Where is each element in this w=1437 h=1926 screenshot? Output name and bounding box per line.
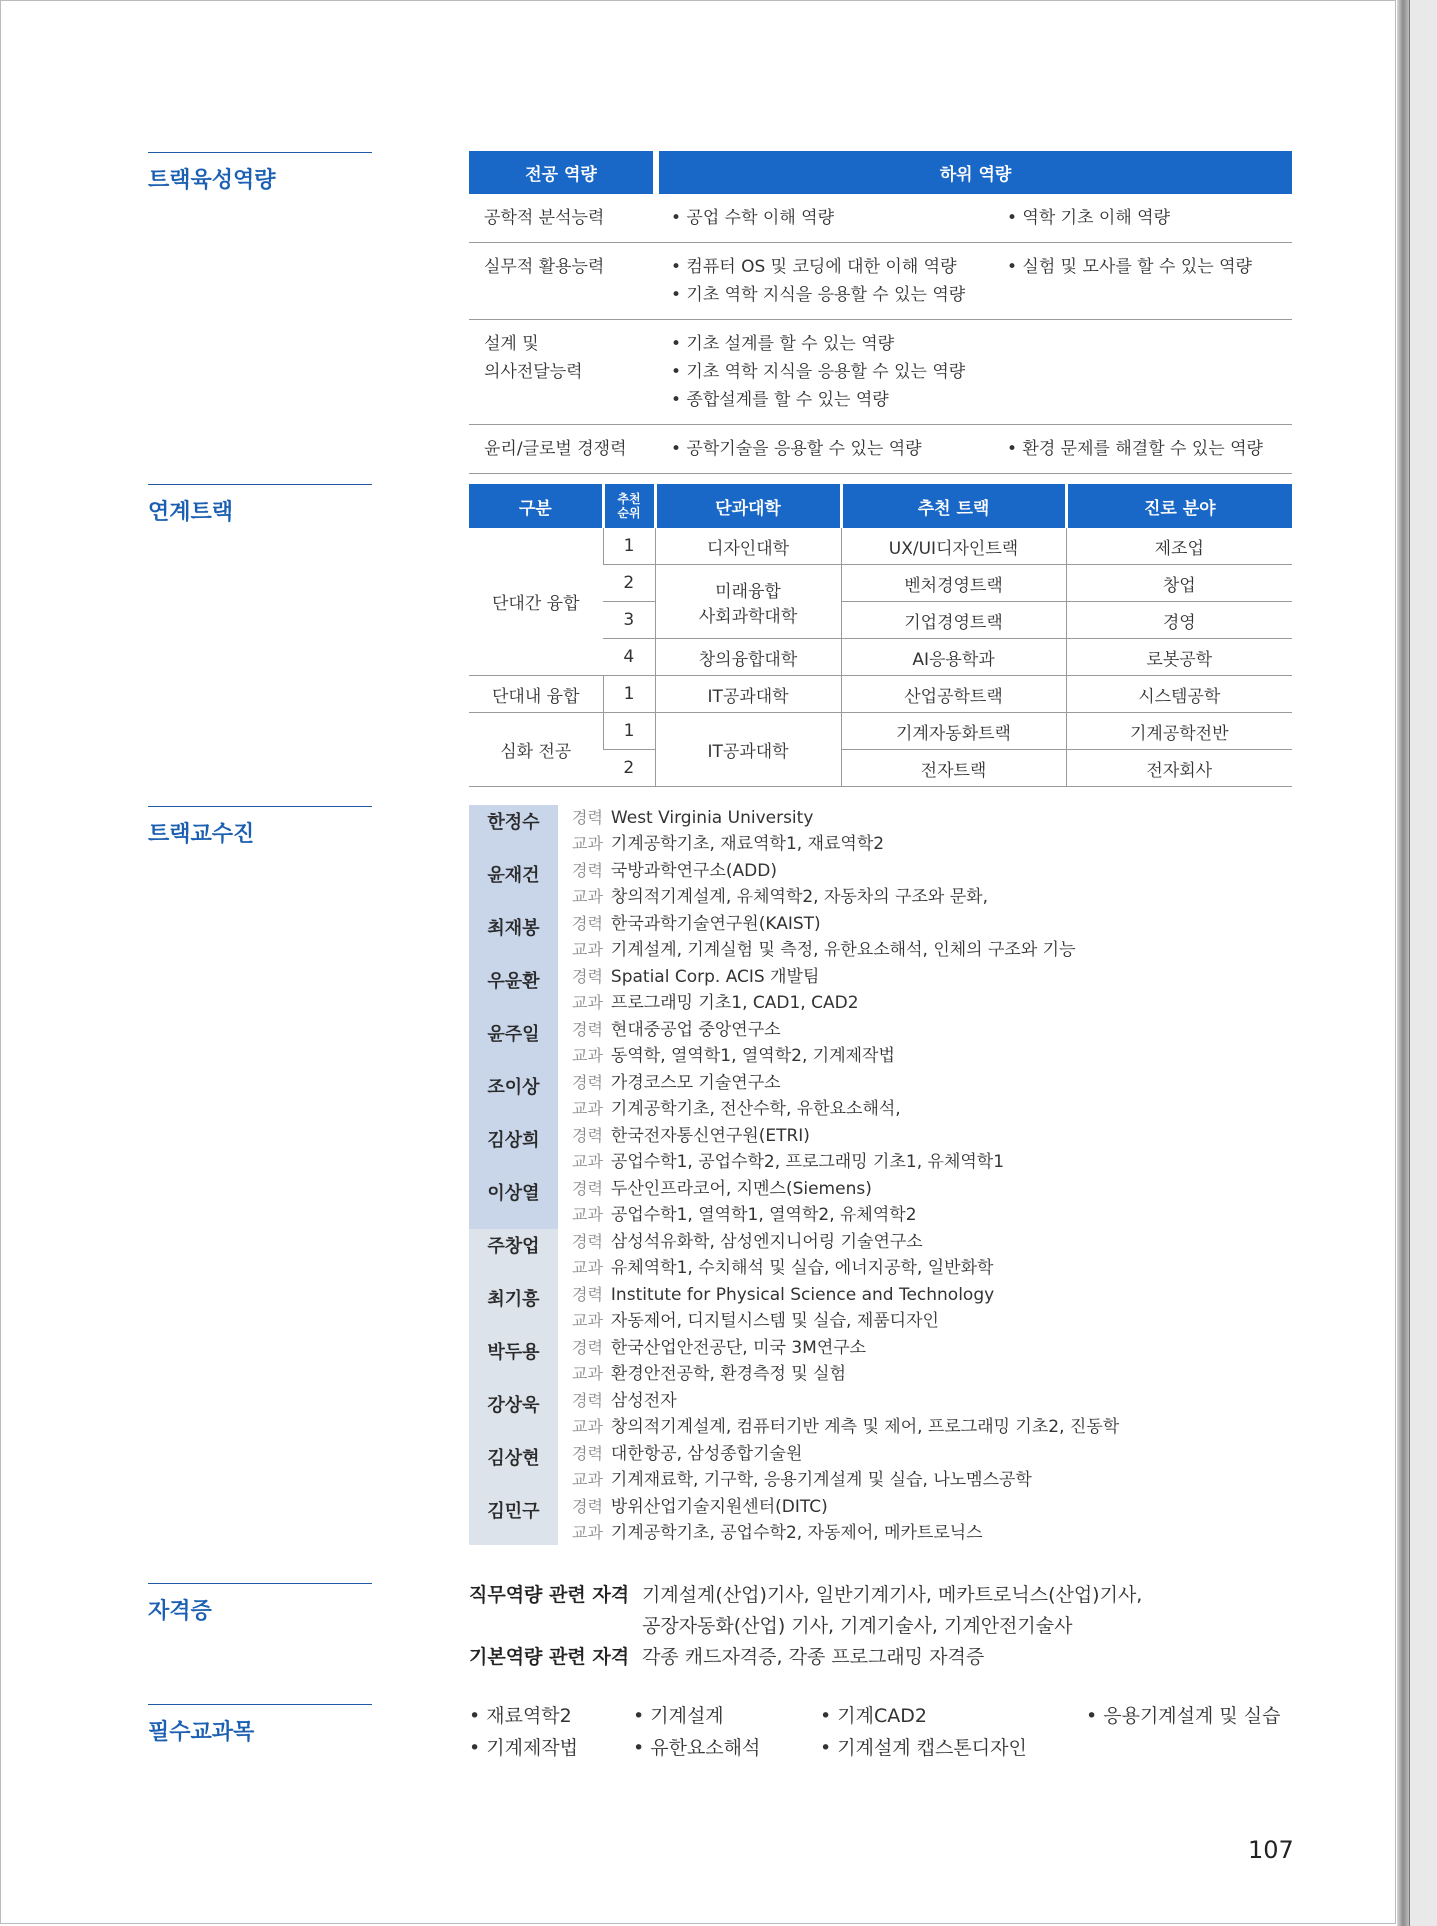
course-line — [572, 1255, 993, 1281]
competency-category — [469, 194, 653, 242]
sub-competency: • 공업 수학 이해 역량 — [671, 208, 835, 228]
required-course: • 기계설계 — [633, 1705, 724, 1727]
list-item — [469, 1441, 1369, 1494]
course-text: 프로그래밍 기초1, CAD1, CAD2 — [610, 993, 859, 1013]
list-item — [469, 1282, 1369, 1335]
list-item — [469, 1494, 1369, 1547]
track-cell: 기업경영트랙 — [841, 602, 1066, 639]
career-line — [572, 858, 988, 884]
career-text: West Virginia University — [610, 808, 814, 828]
sub-competency: • 기초 역학 지식을 응용할 수 있는 역량 — [671, 285, 966, 305]
sub-competency: • 실험 및 모사를 할 수 있는 역량 — [1007, 257, 1252, 277]
course-tag: 교과 — [572, 1364, 603, 1383]
header-sub-competency: 하위 역량 — [659, 151, 1292, 194]
rank-cell: 1 — [603, 713, 655, 750]
course-line — [572, 937, 1076, 963]
list-item — [469, 911, 1369, 964]
field-cell: 창업 — [1066, 565, 1292, 602]
required-course: • 응용기계설계 및 실습 — [1086, 1705, 1281, 1727]
cert-row-basic — [469, 1642, 1142, 1673]
track-cell: 기계자동화트랙 — [841, 713, 1066, 750]
course-text: 환경안전공학, 환경측정 및 실험 — [610, 1364, 847, 1384]
competency-row — [469, 194, 1292, 243]
course-line — [572, 1308, 994, 1334]
career-text: 방위산업기술지원센터(DITC) — [610, 1497, 828, 1517]
linked-track-table — [469, 484, 1292, 787]
course-text: 자동제어, 디지털시스템 및 실습, 제품디자인 — [610, 1311, 939, 1331]
cert-job-line: 공장자동화(산업) 기사, 기계기술사, 기계안전기술사 — [642, 1615, 1073, 1637]
field-cell: 시스템공학 — [1066, 676, 1292, 713]
career-tag: 경력 — [572, 967, 603, 986]
header-recommended-track: 추천 트랙 — [841, 484, 1066, 528]
cert-job-line: 기계설계(산업)기사, 일반기계기사, 메카트로닉스(산업)기사, — [642, 1584, 1143, 1606]
sub-competency: • 종합설계를 할 수 있는 역량 — [671, 390, 889, 410]
career-line — [572, 1017, 895, 1043]
career-tag: 경력 — [572, 1391, 603, 1410]
section-label-linked-track: 연계트랙 — [148, 484, 372, 526]
rank-cell: 4 — [603, 639, 655, 676]
header-career-field: 진로 분야 — [1066, 484, 1292, 528]
faculty-name: 주창업 — [487, 1236, 540, 1257]
course-line — [572, 1043, 895, 1069]
table-row — [469, 528, 1292, 565]
course-text: 기계공학기초, 전산수학, 유한요소해석, — [610, 1099, 901, 1119]
career-text: 현대중공업 중앙연구소 — [610, 1020, 781, 1040]
career-tag: 경력 — [572, 1232, 603, 1251]
sub-competencies — [659, 243, 1292, 319]
sub-competency: • 공학기술을 응용할 수 있는 역량 — [671, 439, 922, 459]
course-line — [572, 1096, 901, 1122]
college-cell: IT공과대학 — [655, 713, 841, 787]
course-text: 기계설계, 기계실험 및 측정, 유한요소해석, 인체의 구조와 기능 — [610, 940, 1076, 960]
list-item — [469, 1229, 1369, 1282]
cert-basic-label: 기본역량 관련 자격 — [469, 1646, 630, 1668]
faculty-info — [558, 1388, 1119, 1441]
track-cell: 산업공학트랙 — [841, 676, 1066, 713]
competency-table — [469, 151, 1292, 474]
college-cell: 창의융합대학 — [655, 639, 841, 676]
table-row — [469, 676, 1292, 713]
faculty-info — [558, 1229, 993, 1282]
rank-header-line: 추천 — [617, 492, 641, 506]
list-item — [469, 964, 1369, 1017]
career-text: 삼성전자 — [610, 1391, 677, 1411]
college-line: 사회과학대학 — [698, 606, 798, 627]
competency-row — [469, 243, 1292, 320]
course-tag: 교과 — [572, 1258, 603, 1277]
required-course: • 기계제작법 — [469, 1737, 579, 1759]
category-text: 공학적 분석능력 — [484, 208, 605, 228]
course-tag: 교과 — [572, 1205, 603, 1224]
career-text: 삼성석유화학, 삼성엔지니어링 기술연구소 — [610, 1232, 923, 1252]
faculty-name: 우윤환 — [487, 971, 540, 992]
career-text: Spatial Corp. ACIS 개발팀 — [610, 967, 820, 987]
faculty-info — [558, 964, 859, 1017]
rank-cell: 1 — [603, 676, 655, 713]
header-rank — [603, 484, 655, 528]
faculty-info — [558, 1123, 1004, 1176]
group-cell: 단대간 융합 — [469, 528, 603, 676]
college-cell: 디자인대학 — [655, 528, 841, 565]
section-label-competency: 트랙육성역량 — [148, 152, 372, 194]
rank-cell: 2 — [603, 750, 655, 787]
faculty-info — [558, 1070, 901, 1123]
career-line — [572, 911, 1076, 937]
faculty-name: 이상열 — [487, 1183, 540, 1204]
career-text: 한국과학기술연구원(KAIST) — [610, 914, 821, 934]
career-tag: 경력 — [572, 1285, 603, 1304]
group-cell: 단대내 융합 — [469, 676, 603, 713]
course-text: 공업수학1, 열역학1, 열역학2, 유체역학2 — [610, 1205, 917, 1225]
career-tag: 경력 — [572, 1497, 603, 1516]
field-cell: 기계공학전반 — [1066, 713, 1292, 750]
course-line — [572, 1361, 866, 1387]
course-tag: 교과 — [572, 940, 603, 959]
page-edge-shadow — [1409, 0, 1437, 1926]
list-item — [469, 1388, 1369, 1441]
course-tag: 교과 — [572, 1417, 603, 1436]
course-tag: 교과 — [572, 1523, 603, 1542]
course-line — [572, 990, 859, 1016]
career-line — [572, 1494, 983, 1520]
career-line — [572, 1441, 1032, 1467]
faculty-info — [558, 858, 988, 911]
career-line — [572, 1335, 866, 1361]
field-cell: 전자회사 — [1066, 750, 1292, 787]
college-line: 미래융합 — [715, 581, 781, 602]
rank-cell: 2 — [603, 565, 655, 602]
career-tag: 경력 — [572, 808, 603, 827]
sub-competency: • 환경 문제를 해결할 수 있는 역량 — [1007, 439, 1263, 459]
faculty-name: 한정수 — [487, 812, 540, 833]
course-tag: 교과 — [572, 1099, 603, 1118]
sub-competency: • 컴퓨터 OS 및 코딩에 대한 이해 역량 — [671, 257, 957, 277]
faculty-name: 최기흥 — [487, 1289, 540, 1310]
course-tag: 교과 — [572, 887, 603, 906]
faculty-info — [558, 1017, 895, 1070]
field-cell: 제조업 — [1066, 528, 1292, 565]
rank-cell: 1 — [603, 528, 655, 565]
college-cell: IT공과대학 — [655, 676, 841, 713]
rank-header-line: 순위 — [617, 506, 641, 520]
list-item — [469, 1123, 1369, 1176]
career-tag: 경력 — [572, 1020, 603, 1039]
competency-category — [469, 425, 653, 473]
career-line — [572, 964, 859, 990]
faculty-info — [558, 805, 884, 858]
career-tag: 경력 — [572, 1073, 603, 1092]
course-tag: 교과 — [572, 1470, 603, 1489]
rank-cell: 3 — [603, 602, 655, 639]
course-line — [572, 1414, 1119, 1440]
course-line — [572, 1467, 1032, 1493]
track-table-header — [469, 484, 1292, 528]
course-tag: 교과 — [572, 1152, 603, 1171]
faculty-name: 강상욱 — [487, 1395, 540, 1416]
faculty-info — [558, 1335, 866, 1388]
faculty-list — [469, 805, 1369, 1547]
sub-competencies — [659, 320, 1292, 424]
field-cell: 경영 — [1066, 602, 1292, 639]
college-cell — [655, 565, 841, 639]
faculty-name: 윤주일 — [487, 1024, 540, 1045]
section-label-required: 필수교과목 — [148, 1704, 372, 1746]
category-text: 윤리/글로벌 경쟁력 — [484, 439, 627, 459]
category-text: 의사전달능력 — [484, 362, 583, 382]
cert-basic-value: 각종 캐드자격증, 각종 프로그래밍 자격증 — [642, 1646, 985, 1668]
faculty-info — [558, 1494, 983, 1547]
required-course: • 기계CAD2 — [820, 1705, 927, 1727]
competency-category — [469, 243, 653, 319]
course-line — [572, 884, 988, 910]
group-cell: 심화 전공 — [469, 713, 603, 787]
cert-row-job — [469, 1580, 1142, 1642]
course-line — [572, 1149, 1004, 1175]
header-college: 단과대학 — [655, 484, 841, 528]
career-line — [572, 1176, 917, 1202]
list-item — [469, 1070, 1369, 1123]
course-tag: 교과 — [572, 993, 603, 1012]
course-tag: 교과 — [572, 1046, 603, 1065]
track-cell: 벤처경영트랙 — [841, 565, 1066, 602]
cert-job-label: 직무역량 관련 자격 — [469, 1584, 630, 1606]
table-row — [469, 713, 1292, 750]
required-course: • 기계설계 캡스톤디자인 — [820, 1737, 1027, 1759]
career-tag: 경력 — [572, 1444, 603, 1463]
faculty-name: 윤재건 — [487, 865, 540, 886]
course-text: 창의적기계설계, 컴퓨터기반 계측 및 제어, 프로그래밍 기초2, 진동학 — [610, 1417, 1120, 1437]
career-text: 국방과학연구소(ADD) — [610, 861, 777, 881]
list-item — [469, 805, 1369, 858]
required-course: • 유한요소해석 — [633, 1737, 761, 1759]
category-text: 설계 및 — [484, 334, 539, 354]
field-cell: 로봇공학 — [1066, 639, 1292, 676]
category-text: 실무적 활용능력 — [484, 257, 605, 277]
section-label-faculty: 트랙교수진 — [148, 806, 372, 848]
career-line — [572, 1388, 1119, 1414]
career-tag: 경력 — [572, 1338, 603, 1357]
competency-row — [469, 425, 1292, 474]
track-cell: 전자트랙 — [841, 750, 1066, 787]
list-item — [469, 1017, 1369, 1070]
faculty-info — [558, 911, 1076, 964]
career-text: 한국전자통신연구원(ETRI) — [610, 1126, 810, 1146]
career-tag: 경력 — [572, 914, 603, 933]
track-cell: UX/UI디자인트랙 — [841, 528, 1066, 565]
career-text: 가경코스모 기술연구소 — [610, 1073, 781, 1093]
list-item — [469, 1335, 1369, 1388]
course-line — [572, 831, 884, 857]
faculty-name: 최재봉 — [487, 918, 540, 939]
faculty-name: 김상희 — [487, 1130, 540, 1151]
page-number: 107 — [1248, 1836, 1294, 1864]
section-label-certification: 자격증 — [148, 1583, 372, 1625]
course-line — [572, 1202, 917, 1228]
course-tag: 교과 — [572, 1311, 603, 1330]
faculty-name: 박두용 — [487, 1342, 540, 1363]
faculty-name: 조이상 — [487, 1077, 540, 1098]
competency-row — [469, 320, 1292, 425]
career-line — [572, 1282, 994, 1308]
career-line — [572, 1229, 993, 1255]
faculty-name: 김상현 — [487, 1448, 540, 1469]
faculty-info — [558, 1282, 994, 1335]
list-item — [469, 1176, 1369, 1229]
career-text: 대한항공, 삼성종합기술원 — [610, 1444, 803, 1464]
sub-competency: • 기초 설계를 할 수 있는 역량 — [671, 334, 895, 354]
career-line — [572, 1070, 901, 1096]
course-text: 공업수학1, 공업수학2, 프로그래밍 기초1, 유체역학1 — [610, 1152, 1005, 1172]
required-course: • 재료역학2 — [469, 1705, 572, 1727]
career-tag: 경력 — [572, 1179, 603, 1198]
sub-competency: • 역학 기초 이해 역량 — [1007, 208, 1171, 228]
track-cell: AI응용학과 — [841, 639, 1066, 676]
sub-competency: • 기초 역학 지식을 응용할 수 있는 역량 — [671, 362, 966, 382]
course-text: 유체역학1, 수치해석 및 실습, 에너지공학, 일반화학 — [610, 1258, 994, 1278]
course-text: 동역학, 열역학1, 열역학2, 기계제작법 — [610, 1046, 895, 1066]
page-edge — [1397, 0, 1409, 1926]
header-category: 구분 — [469, 484, 603, 528]
course-text: 기계공학기초, 공업수학2, 자동제어, 메카트로닉스 — [610, 1523, 983, 1543]
faculty-name: 김민구 — [487, 1501, 540, 1522]
sub-competencies — [659, 425, 1292, 473]
career-text: 한국산업안전공단, 미국 3M연구소 — [610, 1338, 867, 1358]
faculty-info — [558, 1176, 917, 1229]
competency-table-header — [469, 151, 1292, 194]
certification-block — [469, 1580, 1142, 1673]
course-text: 기계재료학, 기구학, 응용기계설계 및 실습, 나노멤스공학 — [610, 1470, 1032, 1490]
list-item — [469, 858, 1369, 911]
career-text: 두산인프라코어, 지멘스(Siemens) — [610, 1179, 872, 1199]
career-tag: 경력 — [572, 1126, 603, 1145]
header-major-competency: 전공 역량 — [469, 151, 653, 194]
career-text: Institute for Physical Science and Technology — [610, 1285, 995, 1305]
course-tag: 교과 — [572, 834, 603, 853]
career-line — [572, 1123, 1004, 1149]
sub-competencies — [659, 194, 1292, 242]
course-text: 기계공학기초, 재료역학1, 재료역학2 — [610, 834, 885, 854]
faculty-info — [558, 1441, 1032, 1494]
course-text: 창의적기계설계, 유체역학2, 자동차의 구조와 문화, — [610, 887, 989, 907]
competency-category — [469, 320, 653, 424]
career-line — [572, 805, 884, 831]
course-line — [572, 1520, 983, 1546]
career-tag: 경력 — [572, 861, 603, 880]
cert-job-values — [642, 1580, 1142, 1642]
